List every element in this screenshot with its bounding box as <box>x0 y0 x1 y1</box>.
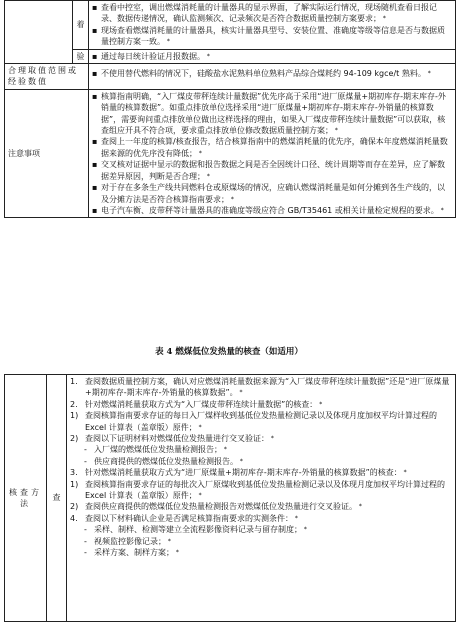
method-line: 3. 针对燃煤消耗量获取方式为“进厂原煤量+期初库存-期末库存-外销量的核算数据”的核查： * <box>70 468 407 478</box>
footnote-star: * <box>222 446 227 454</box>
method-line: - 采样、制样、检测等建立全流程影像资料记录与留存制度； * <box>84 525 307 535</box>
table-caption: 表 4 燃煤低位发热量的核查（如适用） <box>155 347 303 357</box>
method-line: - 视频监控影像记录； * <box>84 536 171 546</box>
footnote-star: * <box>438 206 444 214</box>
footnote-star: * <box>174 549 179 557</box>
footnote-star: * <box>333 127 338 135</box>
footnote-star: * <box>166 537 171 545</box>
list-item: ▪ 现场查看燃煤消耗量的计量器具，核实计量器具型号、安装位置、准确度等级等信息是否与数据质量控制方案一致。 * <box>92 25 445 47</box>
method-line: 1) 查阅核算指南要求存证的每批次入厂原煤收到基低位发热量检测记录以及体现月度加权平均计算过程的 Excel 计算表（盖章版）原件； * <box>70 479 445 501</box>
row-content <box>67 375 456 622</box>
footnote-star: * <box>197 149 202 157</box>
footnote-star: * <box>205 172 210 180</box>
method-line: - 采样方案、制样方案； * <box>84 548 179 558</box>
row-sublabel: 着 <box>73 1 89 50</box>
list-item: ▪ 电子汽车衡、皮带秤等计量器具的准确度等级应符合 GB/T35461 或相关计量检定规程的要求。 * <box>92 205 444 215</box>
footnote-star: * <box>317 400 323 408</box>
list-item: ▪ 查看中控室，调出燃煤消耗量的计量器具的显示界面，了解实际运行情况，现场随机查看日报记录、数据传递情况，确认监测频次、记录频次是否符合数据质量控制方案要求； * <box>92 3 437 24</box>
row-content <box>89 64 456 90</box>
footnote-star: * <box>425 70 431 78</box>
list-item: ▪ 交叉核对证据中显示的数据和报告数据之间是否全因统计口径、统计周期等而存在差异，应了解数据差异原因，判断是否合理； * <box>92 160 445 181</box>
footnote-star: * <box>196 492 202 500</box>
list-item: ▪ 核算指南明确，“入厂煤皮带秤连续计量数据”优先序高于采用“进厂原煤量+期初库存-期末库存-外销量的核算数据”。如重点排放单位选择采用“进厂原煤量+期初库存-期末库存-外销量的核算数据”，需要询问重点排放单位做出这样选择的理由，如果入厂煤皮带秤连续计量数据”可以获取，核查组应开具不符合项，要求重点排放单位修改数据质量控制方案； * <box>92 91 446 136</box>
method-table <box>4 374 456 622</box>
footnote-star: * <box>205 52 210 60</box>
row-sublabel: 查 <box>47 375 67 622</box>
method-line: 2) 查阅以下证明材料对燃煤低位发热量进行交叉验证： * <box>70 434 274 444</box>
table-row <box>5 64 456 90</box>
footnote-star: * <box>196 423 202 431</box>
row-content <box>89 49 456 63</box>
list-item: ▪ 对于存在多条生产线共同燃料仓或原煤场的情况，应确认燃煤消耗量是如何分摊到各生产线的，以及分摊方法是否符合核算指南要求； * <box>92 183 445 204</box>
footnote-star: * <box>238 457 243 465</box>
method-line: 1. 查阅数据质量控制方案，确认对应燃煤消耗量数据来源为“入厂煤皮带秤连续计量数据”还是“进厂原煤量+期初库存-期末库存-外销量的核算数据”。 * <box>70 377 450 398</box>
footnote-star: * <box>302 526 307 534</box>
row-content <box>89 89 456 217</box>
method-line: - 供应商提供的燃煤低位发热量检测报告。 * <box>84 456 243 466</box>
list-item: ▪ 不使用替代燃料的情况下，硅酸盐水泥熟料单位熟料产品综合煤耗约 94-109 kgce/t 熟料。 * <box>92 69 431 79</box>
footnote-star: * <box>381 15 386 23</box>
table-row <box>5 1 456 50</box>
table-row <box>5 375 456 622</box>
method-line: 2) 查阅供应商提供的燃煤低位发热量检测报告对燃煤低位发热量进行交叉验证。 * <box>70 502 362 512</box>
footnote-star: * <box>237 389 243 397</box>
footnote-star: * <box>293 514 298 522</box>
method-line: 1) 查阅核算指南要求存证的每日入厂煤样收到基低位发热量检测记录以及体现月度加权平均计算过程的 Excel 计算表（盖章版）原件； * <box>70 411 437 432</box>
footnote-star: * <box>357 503 362 511</box>
row-sublabel: 验 <box>73 49 89 63</box>
table-row <box>5 49 456 63</box>
table-row <box>5 89 456 217</box>
footnote-star: * <box>229 195 234 203</box>
method-line: 4. 查阅以下材料确认企业是否满足核算指南要求的实测条件： * <box>70 513 298 523</box>
row-label-notes: 注意事项 <box>5 89 89 217</box>
method-line: 2. 针对燃煤消耗量获取方式为“入厂煤皮带秤连续计量数据”的核查： * <box>70 399 323 409</box>
list-item: ▪ 查阅上一年度的核算/核查报告，结合核算指南中的燃煤消耗量的优先序，确保本年度燃煤消耗量数据来源的优先序没有降低； * <box>92 137 448 158</box>
row-label-method: 核查方法 <box>5 375 47 622</box>
row-label-range: 合理取值范围或经验数值 <box>5 64 89 90</box>
verification-table <box>4 0 456 218</box>
footnote-star: * <box>165 38 170 46</box>
footnote-star: * <box>269 435 274 443</box>
row-content <box>89 1 456 50</box>
footnote-star: * <box>401 469 407 477</box>
method-line: - 入厂煤的燃煤低位发热量检测报告； * <box>84 445 227 455</box>
row-header-empty <box>5 1 73 64</box>
list-item: ▪ 通过每日统计验证月报数据。 * <box>92 51 210 61</box>
